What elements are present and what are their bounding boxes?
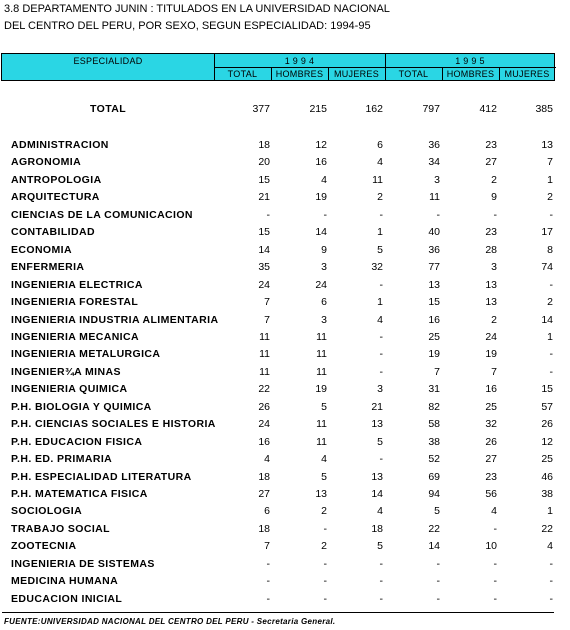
- cell-hombres-1994: 5: [321, 471, 327, 483]
- cell-mujeres-1995: 57: [541, 401, 553, 413]
- cell-mujeres-1994: -: [379, 279, 383, 291]
- cell-total-1994: 11: [259, 366, 270, 378]
- row-label: ANTROPOLOGIA: [11, 174, 102, 186]
- cell-total-1995: 38: [428, 436, 440, 448]
- header-total-1995: TOTAL: [398, 69, 429, 79]
- cell-mujeres-1995: 7: [547, 156, 553, 168]
- cell-mujeres-1995: 38: [541, 488, 553, 500]
- cell-total-1994: 377: [252, 103, 270, 115]
- cell-total-1994: 16: [258, 436, 270, 448]
- row-label: P.H. BIOLOGIA Y QUIMICA: [11, 401, 152, 413]
- header-especialidad: ESPECIALIDAD: [73, 55, 143, 66]
- cell-total-1995: 19: [428, 348, 440, 360]
- cell-hombres-1995: 23: [485, 139, 497, 151]
- cell-total-1995: 77: [428, 261, 440, 273]
- header-divider: [499, 67, 500, 80]
- cell-mujeres-1994: 4: [377, 505, 383, 517]
- cell-hombres-1995: -: [493, 523, 497, 535]
- table-row: [0, 259, 570, 277]
- cell-hombres-1994: 6: [321, 296, 327, 308]
- cell-mujeres-1994: -: [379, 558, 383, 570]
- header-divider: [442, 67, 443, 80]
- cell-total-1995: 5: [434, 505, 440, 517]
- table-row: [0, 486, 570, 504]
- table-row: [0, 416, 570, 434]
- cell-mujeres-1995: 2: [547, 296, 553, 308]
- header-divider: [328, 67, 329, 80]
- table-row: [0, 521, 570, 539]
- row-label: ARQUITECTURA: [11, 191, 100, 203]
- cell-mujeres-1995: 1: [547, 505, 553, 517]
- cell-mujeres-1994: 5: [377, 540, 383, 552]
- cell-hombres-1994: 14: [315, 226, 327, 238]
- cell-mujeres-1994: 5: [377, 436, 383, 448]
- cell-mujeres-1994: 1: [377, 226, 383, 238]
- cell-mujeres-1995: -: [549, 348, 553, 360]
- cell-total-1995: 34: [428, 156, 440, 168]
- cell-hombres-1995: 4: [491, 505, 497, 517]
- cell-mujeres-1995: 17: [541, 226, 553, 238]
- cell-hombres-1994: 11: [316, 366, 327, 378]
- cell-mujeres-1995: 25: [541, 453, 553, 465]
- header-year-1994: 1 9 9 4: [284, 55, 315, 66]
- table-row: [0, 207, 570, 225]
- table-row: [0, 224, 570, 242]
- cell-total-1994: 18: [258, 139, 270, 151]
- cell-hombres-1994: 215: [309, 103, 327, 115]
- cell-mujeres-1995: -: [549, 366, 553, 378]
- cell-total-1995: 13: [428, 279, 440, 291]
- cell-total-1995: 22: [428, 523, 440, 535]
- cell-hombres-1994: 4: [321, 453, 327, 465]
- cell-mujeres-1994: -: [379, 575, 383, 587]
- cell-total-1995: -: [436, 575, 440, 587]
- cell-total-1994: 27: [258, 488, 270, 500]
- table-title-line1: 3.8 DEPARTAMENTO JUNIN : TITULADOS EN LA UNIVERSIDAD NACIONAL: [4, 3, 390, 15]
- cell-total-1994: 7: [264, 296, 270, 308]
- row-label: ADMINISTRACION: [11, 139, 109, 151]
- cell-total-1994: 15: [258, 174, 270, 186]
- cell-hombres-1994: 19: [315, 191, 327, 203]
- cell-total-1994: 14: [258, 244, 270, 256]
- cell-mujeres-1994: 13: [371, 471, 383, 483]
- cell-hombres-1994: 3: [321, 314, 327, 326]
- cell-hombres-1995: 2: [491, 314, 497, 326]
- cell-total-1994: 7: [264, 540, 270, 552]
- table-row: [0, 346, 570, 364]
- cell-mujeres-1994: 13: [371, 418, 383, 430]
- table-row: [0, 172, 570, 190]
- cell-total-1994: -: [266, 575, 270, 587]
- cell-hombres-1995: -: [493, 209, 497, 221]
- cell-mujeres-1994: 1: [377, 296, 383, 308]
- table-title-line2: DEL CENTRO DEL PERU, POR SEXO, SEGUN ESPECIALIDAD: 1994-95: [4, 20, 371, 32]
- cell-total-1994: 6: [264, 505, 270, 517]
- cell-hombres-1995: 3: [491, 261, 497, 273]
- cell-total-1994: 21: [258, 191, 270, 203]
- cell-mujeres-1995: 14: [541, 314, 553, 326]
- table-row: [0, 399, 570, 417]
- cell-total-1995: 36: [428, 139, 440, 151]
- cell-mujeres-1994: 4: [377, 314, 383, 326]
- cell-total-1994: 35: [258, 261, 270, 273]
- row-label: TRABAJO SOCIAL: [11, 523, 110, 535]
- row-label: INGENIERIA ELECTRICA: [11, 279, 143, 291]
- cell-hombres-1994: -: [323, 593, 327, 605]
- table-row: [0, 503, 570, 521]
- row-label: CIENCIAS DE LA COMUNICACION: [11, 209, 193, 221]
- table-row: [0, 189, 570, 207]
- cell-total-1994: -: [266, 593, 270, 605]
- cell-hombres-1995: -: [493, 558, 497, 570]
- cell-mujeres-1995: 13: [541, 139, 553, 151]
- table-row: [0, 381, 570, 399]
- table-header: [1, 53, 555, 81]
- cell-mujeres-1994: 4: [377, 156, 383, 168]
- cell-hombres-1995: 10: [485, 540, 497, 552]
- table-row: [0, 591, 570, 609]
- cell-hombres-1994: 13: [315, 488, 327, 500]
- table-row: [0, 154, 570, 172]
- cell-hombres-1995: 27: [485, 453, 497, 465]
- row-label: P.H. CIENCIAS SOCIALES E HISTORIA: [11, 418, 216, 430]
- cell-hombres-1994: -: [323, 575, 327, 587]
- cell-total-1994: 18: [258, 523, 270, 535]
- cell-total-1995: 3: [434, 174, 440, 186]
- cell-hombres-1994: -: [323, 209, 327, 221]
- row-label: ZOOTECNIA: [11, 540, 77, 552]
- cell-mujeres-1995: -: [549, 575, 553, 587]
- cell-mujeres-1994: 11: [372, 174, 383, 186]
- cell-total-1995: 36: [428, 244, 440, 256]
- row-label: INGENIERIA METALURGICA: [11, 348, 161, 360]
- cell-mujeres-1994: 3: [377, 383, 383, 395]
- row-label: ENFERMERIA: [11, 261, 85, 273]
- cell-total-1995: -: [436, 593, 440, 605]
- table-row: [0, 538, 570, 556]
- row-label: INGENIERIA DE SISTEMAS: [11, 558, 155, 570]
- cell-hombres-1995: 16: [485, 383, 497, 395]
- table-row: [0, 573, 570, 591]
- cell-mujeres-1995: 46: [541, 471, 553, 483]
- cell-hombres-1994: -: [323, 558, 327, 570]
- cell-mujeres-1994: -: [379, 348, 383, 360]
- cell-hombres-1994: 11: [316, 331, 327, 343]
- cell-hombres-1995: -: [493, 575, 497, 587]
- row-label: INGENIER¾A MINAS: [11, 366, 121, 378]
- cell-hombres-1995: 24: [485, 331, 497, 343]
- cell-hombres-1995: 23: [485, 471, 497, 483]
- cell-hombres-1995: 9: [491, 191, 497, 203]
- cell-total-1994: 15: [258, 226, 270, 238]
- cell-mujeres-1995: 2: [547, 191, 553, 203]
- header-hombres-1994: HOMBRES: [275, 69, 324, 79]
- cell-mujeres-1994: 21: [371, 401, 383, 413]
- table-row: [0, 556, 570, 574]
- cell-total-1995: 82: [428, 401, 440, 413]
- row-label: ECONOMIA: [11, 244, 72, 256]
- cell-mujeres-1994: 32: [371, 261, 383, 273]
- row-label: P.H. MATEMATICA FISICA: [11, 488, 148, 500]
- cell-mujeres-1994: -: [379, 209, 383, 221]
- cell-hombres-1995: 19: [485, 348, 497, 360]
- cell-mujeres-1994: -: [379, 331, 383, 343]
- table-row: [0, 277, 570, 295]
- cell-total-1995: 58: [428, 418, 440, 430]
- cell-hombres-1994: 11: [316, 348, 327, 360]
- cell-total-1995: 15: [428, 296, 440, 308]
- table-row: [0, 469, 570, 487]
- row-label: P.H. EDUCACION FISICA: [11, 436, 143, 448]
- table-row: [0, 451, 570, 469]
- footer-rule: [2, 612, 554, 613]
- cell-hombres-1995: -: [493, 593, 497, 605]
- cell-total-1995: 7: [434, 366, 440, 378]
- cell-mujeres-1995: 385: [535, 103, 553, 115]
- cell-mujeres-1994: -: [379, 366, 383, 378]
- cell-total-1994: 24: [258, 279, 270, 291]
- table-row: [0, 364, 570, 382]
- row-label: SOCIOLOGIA: [11, 505, 83, 517]
- cell-mujeres-1994: 162: [365, 103, 383, 115]
- cell-total-1994: -: [266, 209, 270, 221]
- cell-mujeres-1995: 4: [547, 540, 553, 552]
- cell-hombres-1994: 4: [321, 174, 327, 186]
- cell-mujeres-1995: 22: [541, 523, 553, 535]
- table-row: [0, 294, 570, 312]
- cell-mujeres-1994: -: [379, 593, 383, 605]
- cell-total-1994: 7: [264, 314, 270, 326]
- cell-hombres-1995: 13: [485, 279, 497, 291]
- cell-mujeres-1995: 15: [541, 383, 553, 395]
- cell-mujeres-1994: 2: [377, 191, 383, 203]
- cell-total-1994: 24: [258, 418, 270, 430]
- cell-hombres-1994: 2: [321, 505, 327, 517]
- row-label: MEDICINA HUMANA: [11, 575, 119, 587]
- table-row: [0, 137, 570, 155]
- cell-mujeres-1995: 1: [547, 174, 553, 186]
- cell-hombres-1995: 32: [485, 418, 497, 430]
- cell-total-1995: 31: [428, 383, 440, 395]
- table-row: [0, 434, 570, 452]
- header-divider: [271, 67, 272, 80]
- cell-total-1995: 40: [428, 226, 440, 238]
- cell-hombres-1994: 12: [315, 139, 327, 151]
- cell-hombres-1994: 3: [321, 261, 327, 273]
- header-divider: [214, 67, 556, 68]
- row-label: INGENIERIA QUIMICA: [11, 383, 128, 395]
- row-label: INGENIERIA MECANICA: [11, 331, 139, 343]
- table-row: [0, 242, 570, 260]
- cell-hombres-1995: 2: [491, 174, 497, 186]
- row-label: AGRONOMIA: [11, 156, 82, 168]
- cell-hombres-1994: -: [323, 523, 327, 535]
- cell-hombres-1995: 7: [491, 366, 497, 378]
- cell-mujeres-1995: 74: [541, 261, 553, 273]
- cell-hombres-1995: 13: [485, 296, 497, 308]
- source-note: FUENTE:UNIVERSIDAD NACIONAL DEL CENTRO DEL PERU - Secretaria General.: [4, 617, 336, 626]
- cell-total-1995: 797: [422, 103, 440, 115]
- cell-mujeres-1995: 26: [541, 418, 553, 430]
- cell-mujeres-1994: 18: [371, 523, 383, 535]
- cell-mujeres-1995: 12: [541, 436, 553, 448]
- row-label: INGENIERIA FORESTAL: [11, 296, 139, 308]
- row-label: P.H. ED. PRIMARIA: [11, 453, 113, 465]
- cell-total-1994: -: [266, 558, 270, 570]
- cell-mujeres-1995: 1: [547, 331, 553, 343]
- cell-hombres-1994: 24: [315, 279, 327, 291]
- cell-mujeres-1995: -: [549, 558, 553, 570]
- cell-mujeres-1995: -: [549, 209, 553, 221]
- cell-hombres-1995: 26: [485, 436, 497, 448]
- cell-total-1995: 14: [428, 540, 440, 552]
- total-row: [0, 101, 570, 119]
- cell-total-1994: 22: [258, 383, 270, 395]
- table-row: [0, 329, 570, 347]
- cell-hombres-1994: 11: [316, 436, 327, 448]
- cell-mujeres-1995: -: [549, 279, 553, 291]
- cell-hombres-1995: 28: [485, 244, 497, 256]
- cell-total-1995: -: [436, 558, 440, 570]
- cell-mujeres-1995: 8: [547, 244, 553, 256]
- cell-total-1994: 11: [259, 331, 270, 343]
- cell-mujeres-1994: 5: [377, 244, 383, 256]
- header-total-1994: TOTAL: [227, 69, 258, 79]
- header-mujeres-1995: MUJERES: [504, 69, 550, 79]
- cell-total-1994: 18: [258, 471, 270, 483]
- cell-total-1994: 11: [259, 348, 270, 360]
- cell-hombres-1994: 2: [321, 540, 327, 552]
- cell-mujeres-1994: 14: [371, 488, 383, 500]
- cell-mujeres-1995: -: [549, 593, 553, 605]
- cell-total-1994: 4: [264, 453, 270, 465]
- row-label: EDUCACION INICIAL: [11, 593, 123, 605]
- cell-hombres-1995: 27: [485, 156, 497, 168]
- row-label: TOTAL: [90, 103, 127, 115]
- cell-hombres-1995: 412: [479, 103, 497, 115]
- cell-hombres-1994: 11: [316, 418, 327, 430]
- cell-mujeres-1994: -: [379, 453, 383, 465]
- cell-total-1995: 52: [428, 453, 440, 465]
- cell-hombres-1994: 5: [321, 401, 327, 413]
- cell-total-1995: 11: [429, 191, 440, 203]
- header-mujeres-1994: MUJERES: [333, 69, 380, 79]
- cell-hombres-1994: 16: [315, 156, 327, 168]
- row-label: P.H. ESPECIALIDAD LITERATURA: [11, 471, 192, 483]
- cell-hombres-1995: 56: [485, 488, 497, 500]
- row-label: INGENIERIA INDUSTRIA ALIMENTARIA: [11, 314, 219, 326]
- cell-total-1995: 25: [428, 331, 440, 343]
- cell-total-1995: -: [436, 209, 440, 221]
- row-label: CONTABILIDAD: [11, 226, 95, 238]
- cell-total-1995: 69: [428, 471, 440, 483]
- cell-total-1994: 26: [258, 401, 270, 413]
- header-hombres-1995: HOMBRES: [446, 69, 495, 79]
- cell-hombres-1994: 9: [321, 244, 327, 256]
- cell-hombres-1995: 25: [485, 401, 497, 413]
- cell-mujeres-1994: 6: [377, 139, 383, 151]
- table-row: [0, 312, 570, 330]
- cell-hombres-1994: 19: [315, 383, 327, 395]
- cell-total-1995: 16: [428, 314, 440, 326]
- cell-hombres-1995: 23: [485, 226, 497, 238]
- cell-total-1994: 20: [258, 156, 270, 168]
- header-year-1995: 1 9 9 5: [455, 55, 485, 66]
- cell-total-1995: 94: [428, 488, 440, 500]
